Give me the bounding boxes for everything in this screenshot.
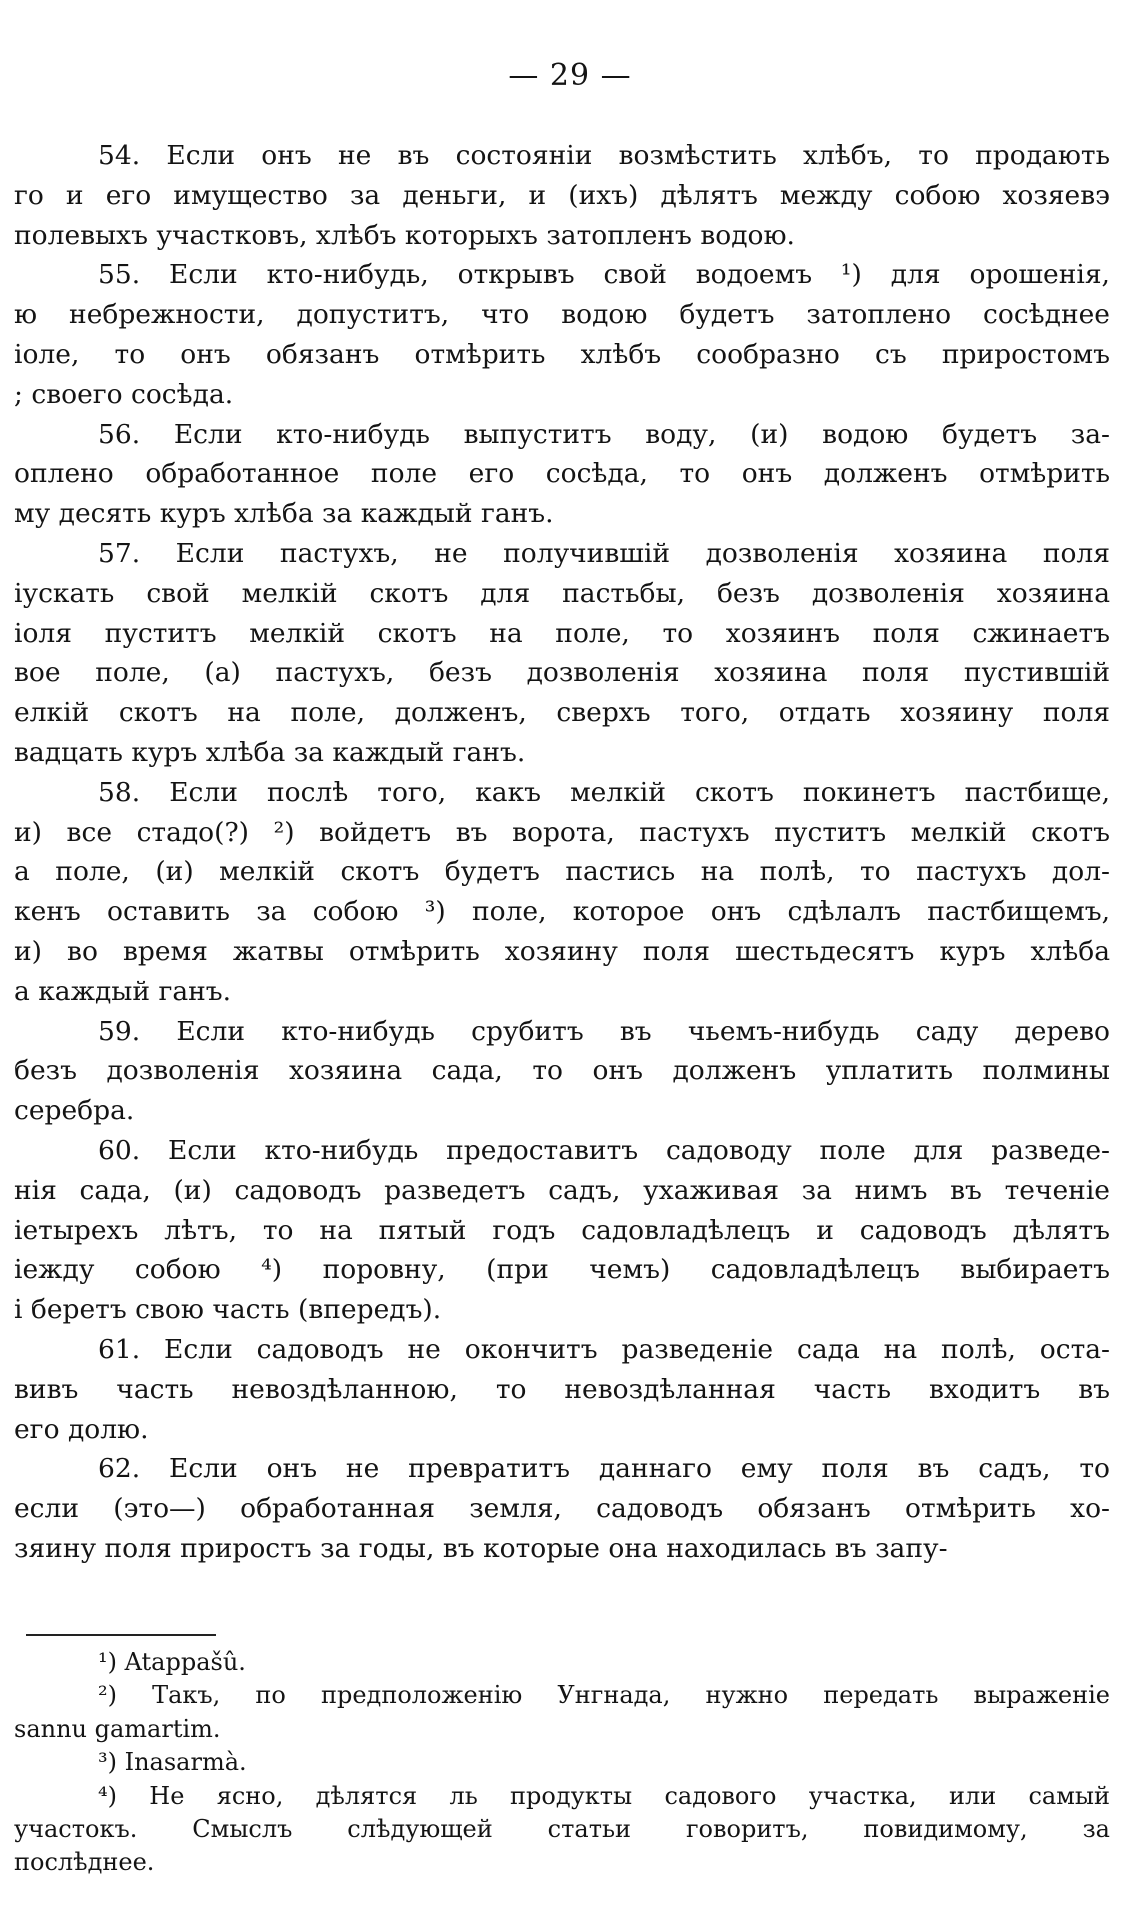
text-line: 57. Если пастухъ, не получившiй дозволенiя хозяина поля bbox=[98, 537, 1110, 569]
footnotes bbox=[14, 1646, 1110, 1880]
paragraph bbox=[14, 1012, 1110, 1131]
text-line: а поле, (и) мелкiй скотъ будетъ пастись на полѣ, то пастухъ дол- bbox=[14, 856, 1110, 888]
text-line: вадцать куръ хлѣба за каждый ганъ. bbox=[14, 736, 526, 768]
paragraph bbox=[14, 773, 1110, 1012]
footnote-line: участокъ. Смыслъ слѣдующей статьи говоритъ, повидимому, за bbox=[14, 1814, 1110, 1843]
footnote-line: послѣднее. bbox=[14, 1848, 155, 1877]
text-line: 61. Если садоводъ не окончитъ разведенiе сада на полѣ, оста- bbox=[98, 1333, 1110, 1365]
text-line: 58. Если послѣ того, какъ мелкiй скотъ покинетъ пастбище, bbox=[98, 776, 1110, 808]
paragraph bbox=[14, 534, 1110, 773]
text-line: 55. Если кто-нибудь, открывъ свой водоемъ ¹) для орошенiя, bbox=[98, 259, 1110, 291]
text-line: 59. Если кто-нибудь срубитъ въ чьемъ-нибудь саду дерево bbox=[98, 1015, 1110, 1047]
text-line: 56. Если кто-нибудь выпуститъ воду, (и) водою будетъ за- bbox=[98, 418, 1110, 450]
text-line: іускать свой мелкiй скотъ для пастьбы, безъ дозволенiя хозяина bbox=[14, 577, 1110, 609]
text-line: зяину поля приростъ за годы, въ которые она находилась въ запу- bbox=[14, 1532, 948, 1564]
text-line: го и его имущество за деньги, и (ихъ) дѣлятъ между собою хозяевэ bbox=[14, 179, 1110, 211]
footnote-separator bbox=[26, 1634, 216, 1636]
text-line: іоле, то онъ обязанъ отмѣрить хлѣбъ сообразно съ приростомъ bbox=[14, 338, 1110, 370]
text-line: елкiй скотъ на поле, долженъ, сверхъ того, отдать хозяину поля bbox=[14, 697, 1110, 729]
text-line: его долю. bbox=[14, 1413, 149, 1445]
footnote bbox=[14, 1780, 1110, 1880]
footnote-line: ¹) Atappašû. bbox=[98, 1648, 246, 1676]
footnote-line: ²) Такъ, по предположенiю Унгнада, нужно передать выраженiе bbox=[98, 1681, 1110, 1710]
text-line: серебра. bbox=[14, 1095, 135, 1127]
paragraph bbox=[14, 1330, 1110, 1449]
footnote-line: ³) Inasarmà. bbox=[98, 1748, 247, 1777]
text-line: ю небрежности, допуститъ, что водою будетъ затоплено сосѣднее bbox=[14, 299, 1110, 331]
text-line: іежду собою ⁴) поровну, (при чемъ) садовладѣлецъ выбираетъ bbox=[14, 1254, 1110, 1286]
paragraph bbox=[14, 255, 1110, 414]
text-line: оплено обработанное поле его сосѣда, то онъ долженъ отмѣрить bbox=[14, 458, 1110, 490]
text-line: а каждый ганъ. bbox=[14, 975, 232, 1007]
text-line: і беретъ свою часть (впередъ). bbox=[14, 1294, 442, 1326]
text-line: вое поле, (а) пастухъ, безъ дозволенiя хозяина поля пустившiй bbox=[14, 657, 1110, 689]
page-number: — 29 — bbox=[508, 58, 632, 93]
footnote bbox=[14, 1679, 1110, 1746]
paragraph bbox=[14, 136, 1110, 255]
paragraph bbox=[14, 1131, 1110, 1330]
text-line: и) во время жатвы отмѣрить хозяину поля шестьдесятъ куръ хлѣба bbox=[14, 935, 1110, 967]
text-line: 60. Если кто-нибудь предоставитъ садоводу поле для разведе- bbox=[98, 1134, 1110, 1166]
paragraph bbox=[14, 415, 1110, 534]
text-line: іетырехъ лѣтъ, то на пятый годъ садовладѣлецъ и садоводъ дѣлятъ bbox=[14, 1214, 1110, 1246]
text-line: 62. Если онъ не превратитъ даннаго ему поля въ садъ, то bbox=[98, 1453, 1110, 1485]
text-line: если (это—) обработанная земля, садоводъ обязанъ отмѣрить хо- bbox=[14, 1493, 1110, 1525]
footnote-line: sannu gamartim. bbox=[14, 1714, 221, 1743]
text-line: му десять куръ хлѣба за каждый ганъ. bbox=[14, 498, 554, 530]
text-line: нiя сада, (и) садоводъ разведетъ садъ, ухаживая за нимъ въ теченiе bbox=[14, 1174, 1110, 1206]
text-line: вивъ часть невоздѣланною, то невоздѣланная часть входитъ въ bbox=[14, 1373, 1110, 1405]
text-line: ; своего сосѣда. bbox=[14, 378, 234, 410]
footnote bbox=[14, 1646, 1110, 1679]
text-line: іоля пуститъ мелкiй скотъ на поле, то хозяинъ поля сжинаетъ bbox=[14, 617, 1110, 649]
main-text bbox=[14, 136, 1110, 1569]
paragraph bbox=[14, 1449, 1110, 1568]
text-line: безъ дозволенiя хозяина сада, то онъ долженъ уплатить полмины bbox=[14, 1055, 1110, 1087]
text-line: полевыхъ участковъ, хлѣбъ которыхъ затопленъ водою. bbox=[14, 219, 795, 251]
text-line: и) все стадо(?) ²) войдетъ въ ворота, пастухъ пуститъ мелкiй скотъ bbox=[14, 816, 1110, 848]
text-line: кенъ оставить за собою ³) поле, которое онъ сдѣлалъ пастбищемъ, bbox=[14, 896, 1110, 928]
footnote bbox=[14, 1746, 1110, 1779]
footnote-line: ⁴) Не ясно, дѣлятся ль продукты садового участка, или самый bbox=[98, 1781, 1110, 1810]
text-line: 54. Если онъ не въ состоянiи возмѣстить хлѣбъ, то продають bbox=[98, 140, 1110, 171]
